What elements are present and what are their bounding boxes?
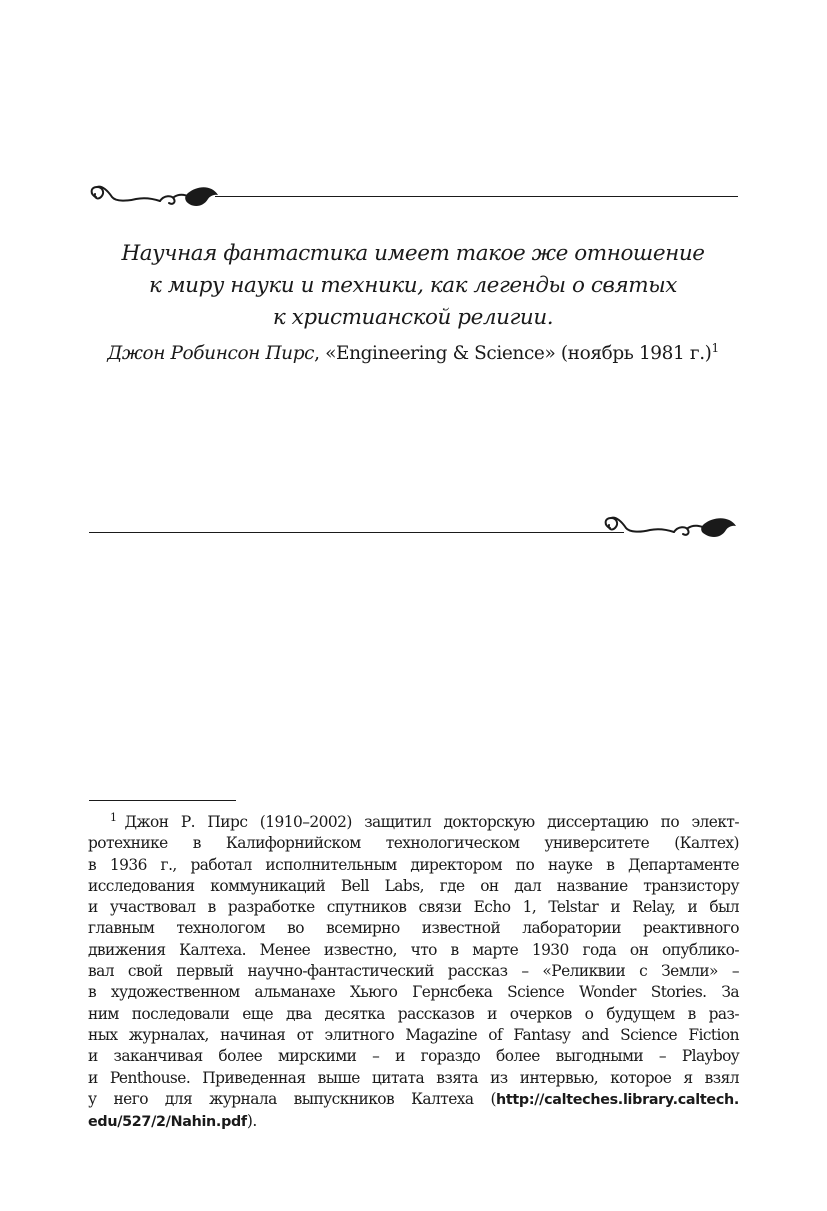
footnote-marker: 1	[110, 810, 117, 824]
footnote-line: в 1936 г., работал исполнительным директором по науке в Департаменте	[88, 855, 739, 874]
attribution-author: Джон Робинсон Пирс	[107, 343, 315, 364]
footnote-line	[88, 1089, 739, 1111]
footnote-line-text: Джон Р. Пирс (1910–2002) защитил докторскую диссертацию по элект-	[124, 813, 739, 831]
footnote-line: вал свой первый научно-фантастический рассказ – «Реликвии с Земли» –	[88, 962, 739, 981]
footnote-line: в художественном альманахе Хьюго Гернсбека Science Wonder Stories. За	[88, 983, 739, 1002]
footnote-line: и участвовал в разработке спутников связи Echo 1, Telstar и Relay, и был	[88, 898, 739, 917]
footnote-line	[88, 1111, 739, 1133]
footnote-line: ротехнике в Калифорнийском технологическом университете (Калтех)	[88, 834, 739, 853]
footnote-line-text: ).	[246, 1112, 257, 1131]
top-horizontal-rule	[215, 196, 738, 197]
footnote-line: движения Калтеха. Менее известно, что в марте 1930 года он опублико-	[88, 940, 739, 959]
epigraph-attribution	[88, 340, 738, 368]
footnote	[88, 812, 739, 1133]
bottom-horizontal-rule	[89, 532, 624, 533]
footnote-line: ним последовали еще два десятка рассказов и очерков о будущем в раз-	[88, 1004, 739, 1023]
bottom-flourish-ornament-icon	[602, 514, 738, 548]
footnote-line: и Penthouse. Приведенная выше цитата взята из интервью, которое я взял	[88, 1068, 739, 1087]
epigraph-line: Научная фантастика имеет такое же отношение	[121, 241, 705, 266]
footnote-line: главным технологом во всемирно известной лаборатории реактивного	[88, 919, 739, 938]
footnote-url-link[interactable]: edu/527/2/Nahin.pdf	[88, 1114, 247, 1131]
footnote-separator	[89, 800, 236, 801]
footnote-url-link[interactable]: http://calteches.library.caltech.	[495, 1091, 739, 1108]
footnote-line: ных журналах, начиная от элитного Magazine of Fantasy and Science Fiction	[88, 1025, 739, 1044]
footnote-reference[interactable]: 1	[711, 340, 719, 355]
footnote-line	[88, 812, 739, 833]
attribution-source: , «Engineering & Science» (ноябрь 1981 г.)	[314, 343, 712, 364]
epigraph-quote	[88, 238, 738, 334]
footnote-line: исследования коммуникаций Bell Labs, где он дал название транзистору	[88, 876, 739, 895]
epigraph-line: к христианской религии.	[272, 305, 554, 330]
top-flourish-ornament-icon	[88, 181, 220, 215]
footnote-line-text: у него для журнала выпускников Калтеха (	[88, 1089, 496, 1108]
epigraph-line: к миру науки и техники, как легенды о святых	[149, 273, 677, 298]
footnote-line: и заканчивая более мирскими – и гораздо более выгодными – Playboy	[88, 1047, 739, 1066]
